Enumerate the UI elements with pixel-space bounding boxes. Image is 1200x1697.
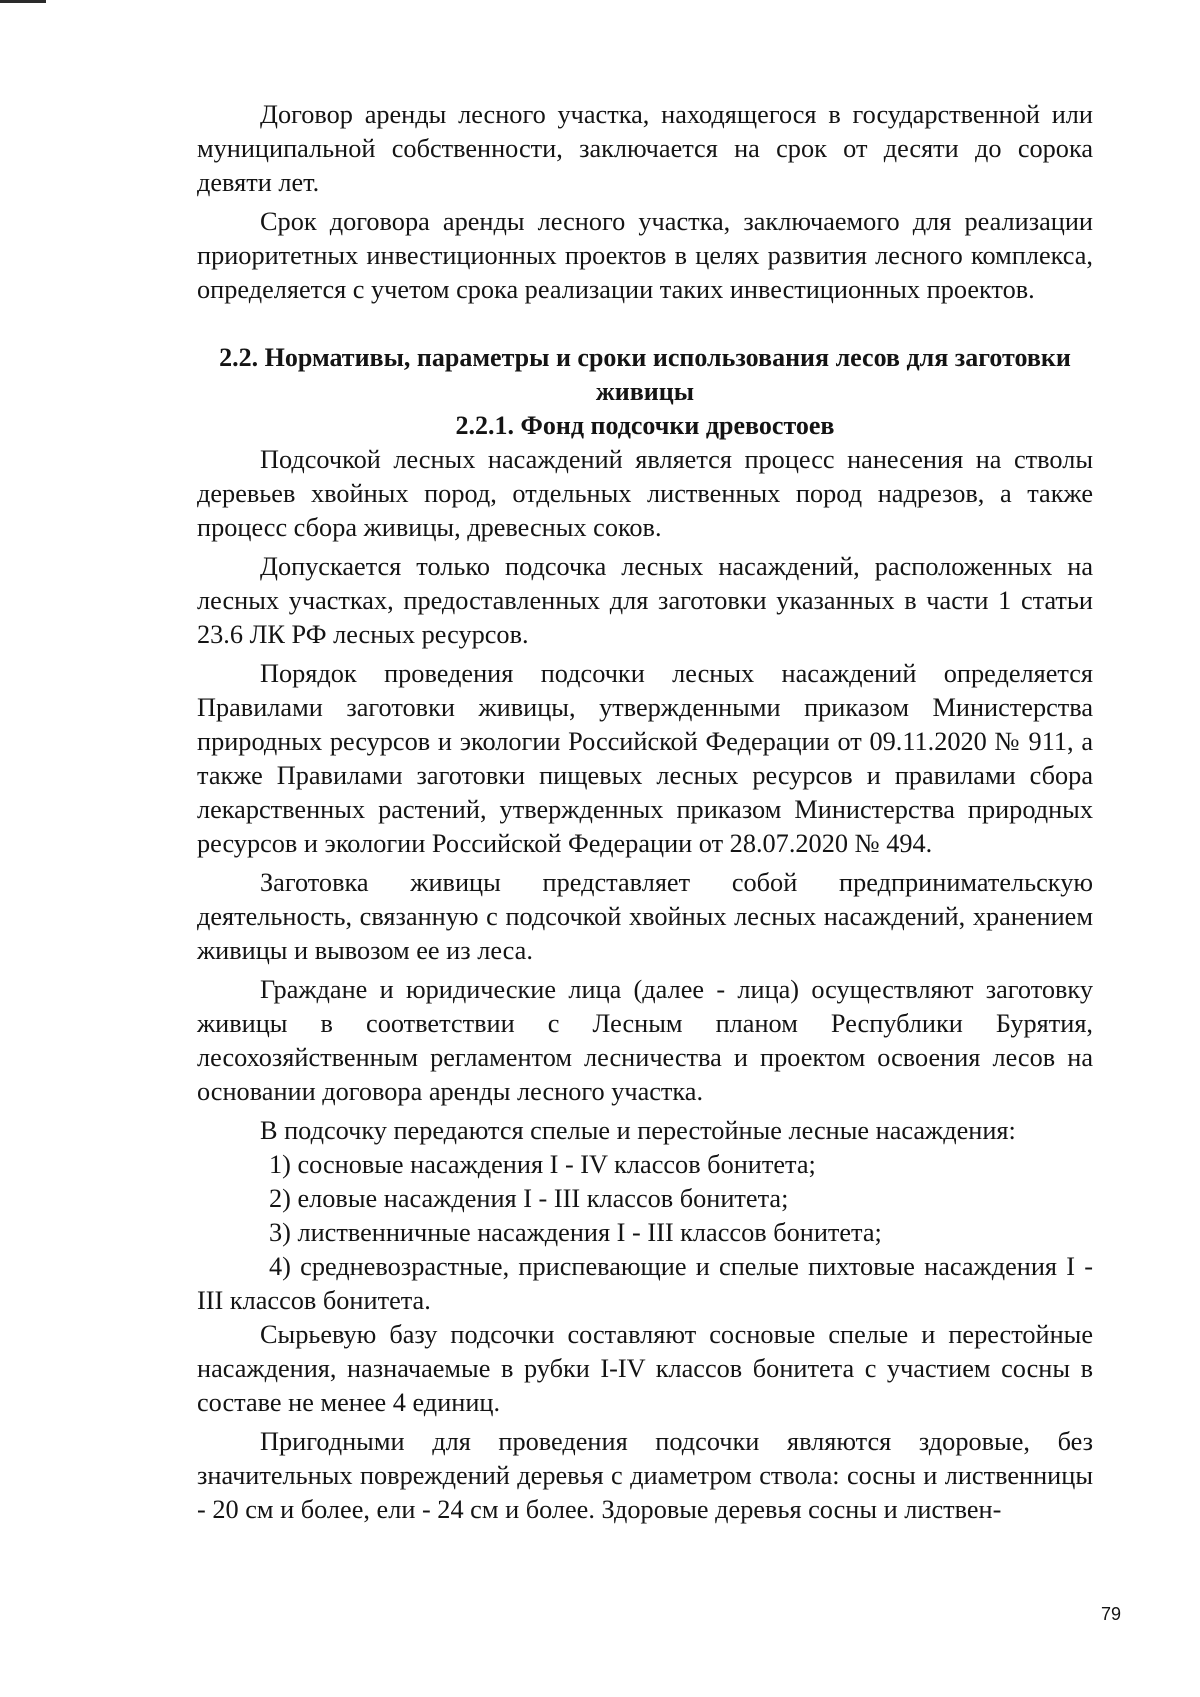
body-paragraph-4: Заготовка живицы представляет собой предпринимательскую деятельность, связанную с подсочкой хвойных лесных насаждений, хранением живицы и вывозом ее из леса. <box>197 868 1093 965</box>
document-page <box>197 98 1093 1527</box>
closing-paragraph-2: Пригодными для проведения подсочки являются здоровые, без значительных повреждений деревья с диаметром ствола: сосны и лиственницы - 20 см и более, ели - 24 см и более. Здоровые деревья сосны и листвен- <box>197 1427 1093 1524</box>
scan-edge-mark <box>0 0 46 3</box>
stand-types-list <box>197 1148 1093 1318</box>
body-paragraph-5: Граждане и юридические лица (далее - лица) осуществляют заготовку живицы в соответствии с Лесным планом Республики Бурятия, лесохозяйственным регламентом лесничества и проектом освоения лесов на основании договора аренды лесного участка. <box>197 975 1093 1106</box>
body-paragraph-6: В подсочку передаются спелые и перестойные лесные насаждения: <box>260 1116 1016 1145</box>
body-paragraph-1: Подсочкой лесных насаждений является процесс нанесения на стволы деревьев хвойных пород, отдельных лиственных пород надрезов, а также процесс сбора живицы, древесных соков. <box>197 445 1093 542</box>
body-paragraph-3: Порядок проведения подсочки лесных насаждений определяется Правилами заготовки живицы, утвержденными приказом Министерства природных ресурсов и экологии Российской Федерации от 09.11.2020 № 911, а также Правилами заготовки пищевых лесных ресурсов и правилами сбора лекарственных растений, утвержденных приказом Министерства природных ресурсов и экологии Российской Федерации от 28.07.2020 № 494. <box>197 659 1093 858</box>
body-paragraph-2: Допускается только подсочка лесных насаждений, расположенных на лесных участках, предоставленных для заготовки указанных в части 1 статьи 23.6 ЛК РФ лесных ресурсов. <box>197 552 1093 649</box>
list-item: 3) лиственничные насаждения I - III классов бонитета; <box>269 1218 882 1247</box>
list-item: 2) еловые насаждения I - III классов бонитета; <box>269 1184 789 1213</box>
page-number: 79 <box>1101 1604 1122 1624</box>
list-item: 4) средневозрастные, приспевающие и спелые пихтовые насаждения I - III классов бонитета. <box>197 1252 1093 1315</box>
intro-paragraph-2: Срок договора аренды лесного участка, заключаемого для реализации приоритетных инвестиционных проектов в целях развития лесного комплекса, определяется с учетом срока реализации таких инвестиционных проектов. <box>197 207 1093 304</box>
section-heading: 2.2. Нормативы, параметры и сроки использования лесов для заготовки живицы <box>219 343 1071 406</box>
section-heading-block <box>197 341 1093 443</box>
list-item: 1) сосновые насаждения I - IV классов бонитета; <box>269 1150 816 1179</box>
closing-paragraph-1: Сырьевую базу подсочки составляют сосновые спелые и перестойные насаждения, назначаемые в рубки I-IV классов бонитета с участием сосны в составе не менее 4 единиц. <box>197 1320 1093 1417</box>
subsection-heading: 2.2.1. Фонд подсочки древостоев <box>455 411 835 440</box>
intro-paragraph-1: Договор аренды лесного участка, находящегося в государственной или муниципальной собственности, заключается на срок от десяти до сорока девяти лет. <box>197 100 1093 197</box>
